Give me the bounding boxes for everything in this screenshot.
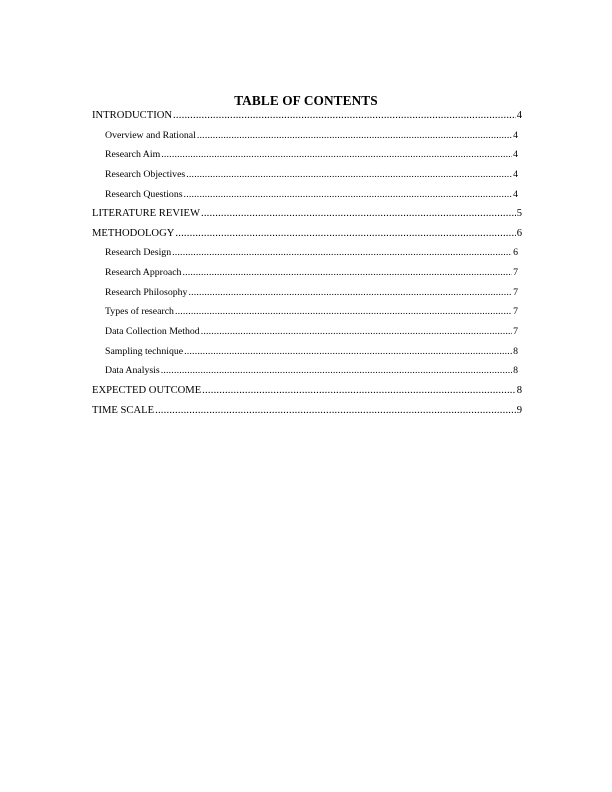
toc-entry-time-scale[interactable] <box>92 404 522 424</box>
toc-list <box>92 109 522 423</box>
toc-entry-expected-outcome[interactable] <box>92 384 522 404</box>
toc-entry-methodology[interactable] <box>92 227 522 247</box>
toc-leader-dots <box>186 168 512 182</box>
toc-entry-page: 4 <box>513 149 518 161</box>
toc-leader-dots <box>155 404 516 418</box>
toc-entry-label: Research Design <box>105 247 172 259</box>
toc-entry-label: Sampling technique <box>105 345 184 357</box>
toc-entry-label: Data Collection Method <box>105 326 200 338</box>
toc-entry-sampling-technique[interactable] <box>92 345 518 365</box>
toc-entry-label: Research Objectives <box>105 168 186 180</box>
toc-entry-types-of-research[interactable] <box>92 305 518 325</box>
toc-entry-page: 7 <box>513 267 518 279</box>
toc-leader-dots <box>197 129 512 143</box>
toc-entry-introduction[interactable] <box>92 109 522 129</box>
toc-entry-page: 7 <box>513 306 518 318</box>
toc-leader-dots <box>173 109 516 123</box>
toc-entry-page: 9 <box>516 404 522 416</box>
toc-leader-dots <box>161 148 512 162</box>
toc-entry-research-design[interactable] <box>92 246 518 266</box>
toc-leader-dots <box>184 188 513 202</box>
toc-entry-label: Research Philosophy <box>105 286 188 298</box>
toc-entry-overview-and-rational[interactable] <box>92 129 518 149</box>
toc-entry-research-aim[interactable] <box>92 148 518 168</box>
toc-entry-page: 5 <box>516 208 522 220</box>
toc-entry-literature-review[interactable] <box>92 207 522 227</box>
toc-entry-page: 6 <box>516 227 522 239</box>
toc-leader-dots <box>201 207 516 221</box>
toc-entry-label: EXPECTED OUTCOME <box>92 384 202 396</box>
toc-entry-research-approach[interactable] <box>92 266 518 286</box>
toc-entry-label: TIME SCALE <box>92 404 155 416</box>
toc-entry-label: Research Questions <box>105 188 183 200</box>
toc-entry-label: Research Aim <box>105 149 161 161</box>
toc-entry-label: Overview and Rational <box>105 129 196 141</box>
toc-entry-page: 7 <box>513 326 518 338</box>
toc-leader-dots <box>184 345 512 359</box>
toc-entry-page: 8 <box>513 345 518 357</box>
toc-entry-label: Data Analysis <box>105 365 160 377</box>
toc-entry-page: 6 <box>513 247 518 259</box>
toc-entry-label: LITERATURE REVIEW <box>92 208 200 220</box>
toc-leader-dots <box>201 325 512 339</box>
toc-entry-page: 4 <box>513 168 518 180</box>
toc-entry-research-objectives[interactable] <box>92 168 518 188</box>
toc-leader-dots <box>182 266 512 280</box>
toc-entry-label: METHODOLOGY <box>92 227 175 239</box>
toc-leader-dots <box>188 286 512 300</box>
toc-leader-dots <box>202 384 516 398</box>
toc-entry-research-questions[interactable] <box>92 188 518 208</box>
toc-entry-label: Types of research <box>105 306 174 318</box>
toc-entry-page: 8 <box>516 384 522 396</box>
toc-leader-dots <box>175 227 515 241</box>
toc-entry-label: INTRODUCTION <box>92 110 173 121</box>
toc-entry-page: 4 <box>516 110 522 121</box>
toc-entry-label: Research Approach <box>105 267 182 279</box>
toc-leader-dots <box>172 246 512 260</box>
toc-leader-dots <box>175 305 512 319</box>
toc-title: TABLE OF CONTENTS <box>234 93 378 108</box>
toc-entry-data-analysis[interactable] <box>92 364 518 384</box>
toc-entry-research-philosophy[interactable] <box>92 286 518 306</box>
toc-entry-page: 8 <box>513 365 518 377</box>
toc-entry-page: 4 <box>513 129 518 141</box>
toc-entry-page: 7 <box>513 286 518 298</box>
toc-entry-data-collection-method[interactable] <box>92 325 518 345</box>
toc-entry-page: 4 <box>513 188 518 200</box>
toc-leader-dots <box>161 364 512 378</box>
